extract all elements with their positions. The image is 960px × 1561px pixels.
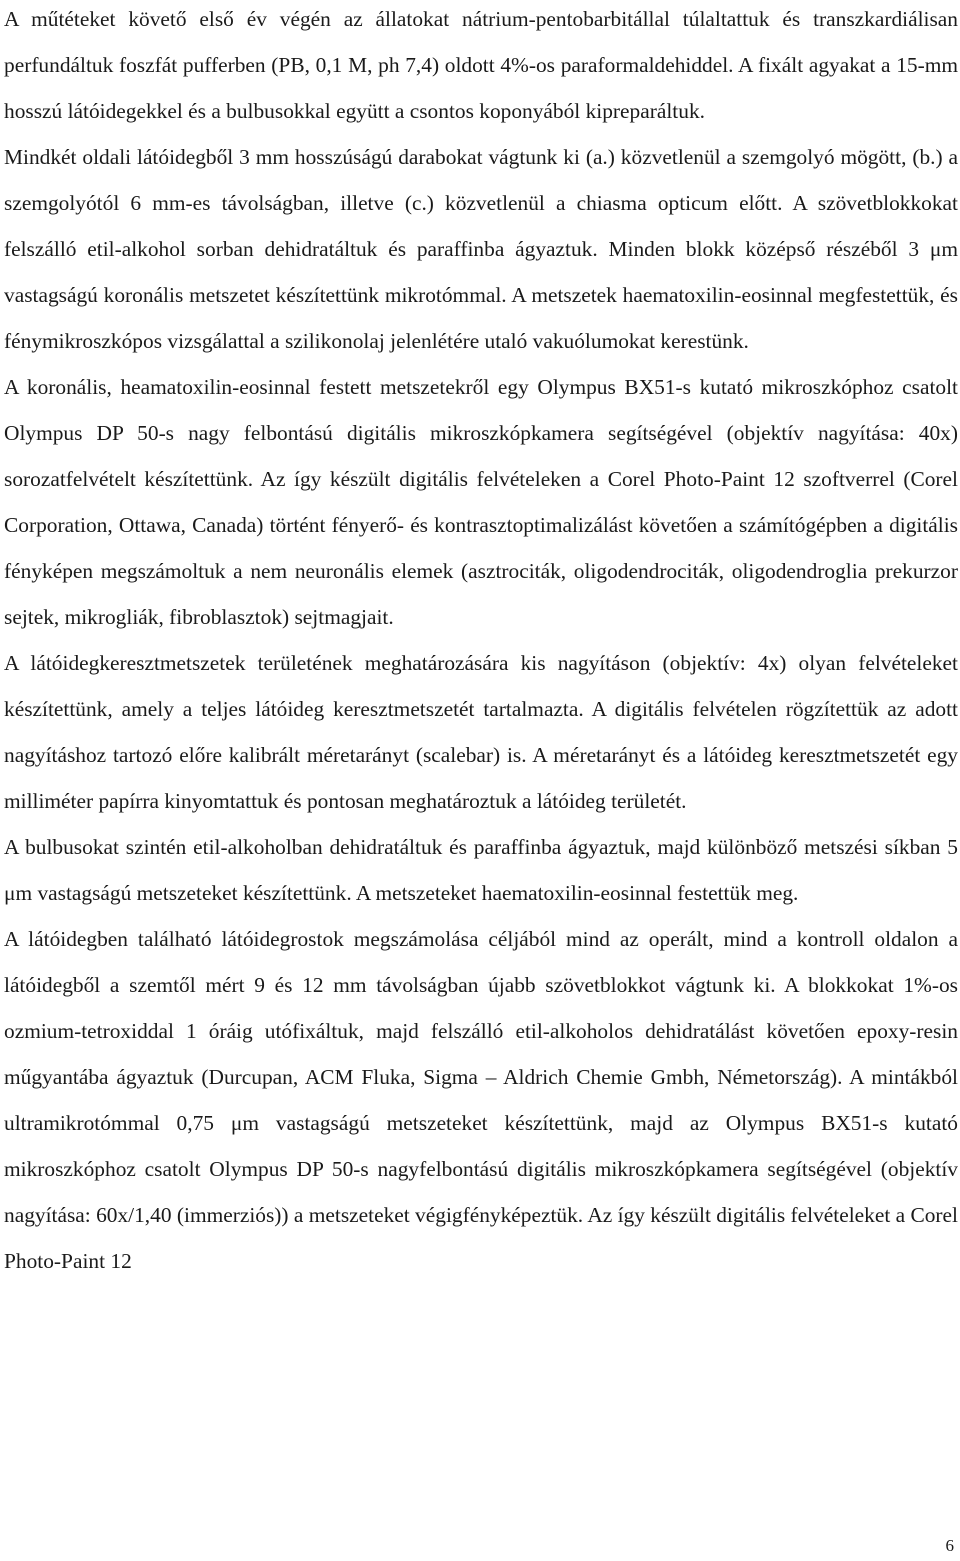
paragraph-fiber-counting: A látóidegben található látóidegrostok megszámolása céljából mind az operált, mind a kontroll oldalon a látóidegből a szemtől mért 9 és 12 mm távolságban újabb szövetblokkot vágtunk ki. A blokkokat 1%-os ozmium-tetroxiddal 1 óráig utófixáltuk, majd felszálló etil-alkoholos dehidratálást követően epoxy-resin műgyantába ágyaztuk (Durcupan, ACM Fluka, Sigma – Aldrich Chemie Gmbh, Németország). A mintákból ultramikrotómmal 0,75 μm vastagságú metszeteket készítettünk, majd az Olympus BX51-s kutató mikroszkóphoz csatolt Olympus DP 50-s nagyfelbontású digitális mikroszkópkamera segítségével (objektív nagyítása: 60x/1,40 (immerziós)) a metszeteket végigfényképeztük. Az így készült digitális felvételeket a Corel Photo-Paint 12: [4, 927, 958, 1273]
paragraph-fixation: A műtéteket követő első év végén az állatokat nátrium-pentobarbitállal túlaltattuk és transzkardiálisan perfundáltuk foszfát pufferben (PB, 0,1 M, ph 7,4) oldott 4%-os paraformaldehiddel. A fixált agyakat a 15-mm hosszú látóidegekkel és a bulbusokkal együtt a csontos koponyából kipreparáltuk.: [4, 7, 958, 123]
page-number: 6: [945, 1536, 954, 1555]
paragraph-area-measurement: A látóidegkeresztmetszetek területének meghatározására kis nagyításon (objektív: 4x) olyan felvételeket készítettünk, amely a teljes látóideg keresztmetszetét tartalmazta. A digitális felvételen rögzítettük az adott nagyításhoz tartozó előre kalibrált méretarányt (scalebar) is. A méretarányt és a látóideg keresztmetszetét egy milliméter papírra kinyomtattuk és pontosan meghatároztuk a látóideg területét.: [4, 651, 958, 813]
paragraph-bulbus-embedding: A bulbusokat szintén etil-alkoholban dehidratáltuk és paraffinba ágyaztuk, majd különböző metszési síkban 5 μm vastagságú metszeteket készítettünk. A metszeteket haematoxilin-eosinnal festettük meg.: [4, 835, 958, 905]
document-body: [4, 0, 958, 1284]
paragraph-cell-counting: A koronális, heamatoxilin-eosinnal festett metszetekről egy Olympus BX51-s kutató mikroszkóphoz csatolt Olympus DP 50-s nagy felbontású digitális mikroszkópkamera segítségével (objektív nagyítása: 40x) sorozatfelvételt készítettünk. Az így készült digitális felvételeken a Corel Photo-Paint 12 szoftverrel (Corel Corporation, Ottawa, Canada) történt fényerő- és kontrasztoptimalizálást követően a számítógépben a digitális fényképen megszámoltuk a nem neuronális elemek (asztrociták, oligodendrociták, oligodendroglia prekurzor sejtek, mikrogliák, fibroblasztok) sejtmagjait.: [4, 375, 958, 629]
paragraph-optic-nerve-sectioning: Mindkét oldali látóidegből 3 mm hosszúságú darabokat vágtunk ki (a.) közvetlenül a szemgolyó mögött, (b.) a szemgolyótól 6 mm-es távolságban, illetve (c.) közvetlenül a chiasma opticum előtt. A szövetblokkokat felszálló etil-alkohol sorban dehidratáltuk és paraffinba ágyaztuk. Minden blokk középső részéből 3 μm vastagságú koronális metszetet készítettünk mikrotómmal. A metszetek haematoxilin-eosinnal megfestettük, és fénymikroszkópos vizsgálattal a szilikonolaj jelenlétére utaló vakuólumokat kerestünk.: [4, 145, 958, 353]
